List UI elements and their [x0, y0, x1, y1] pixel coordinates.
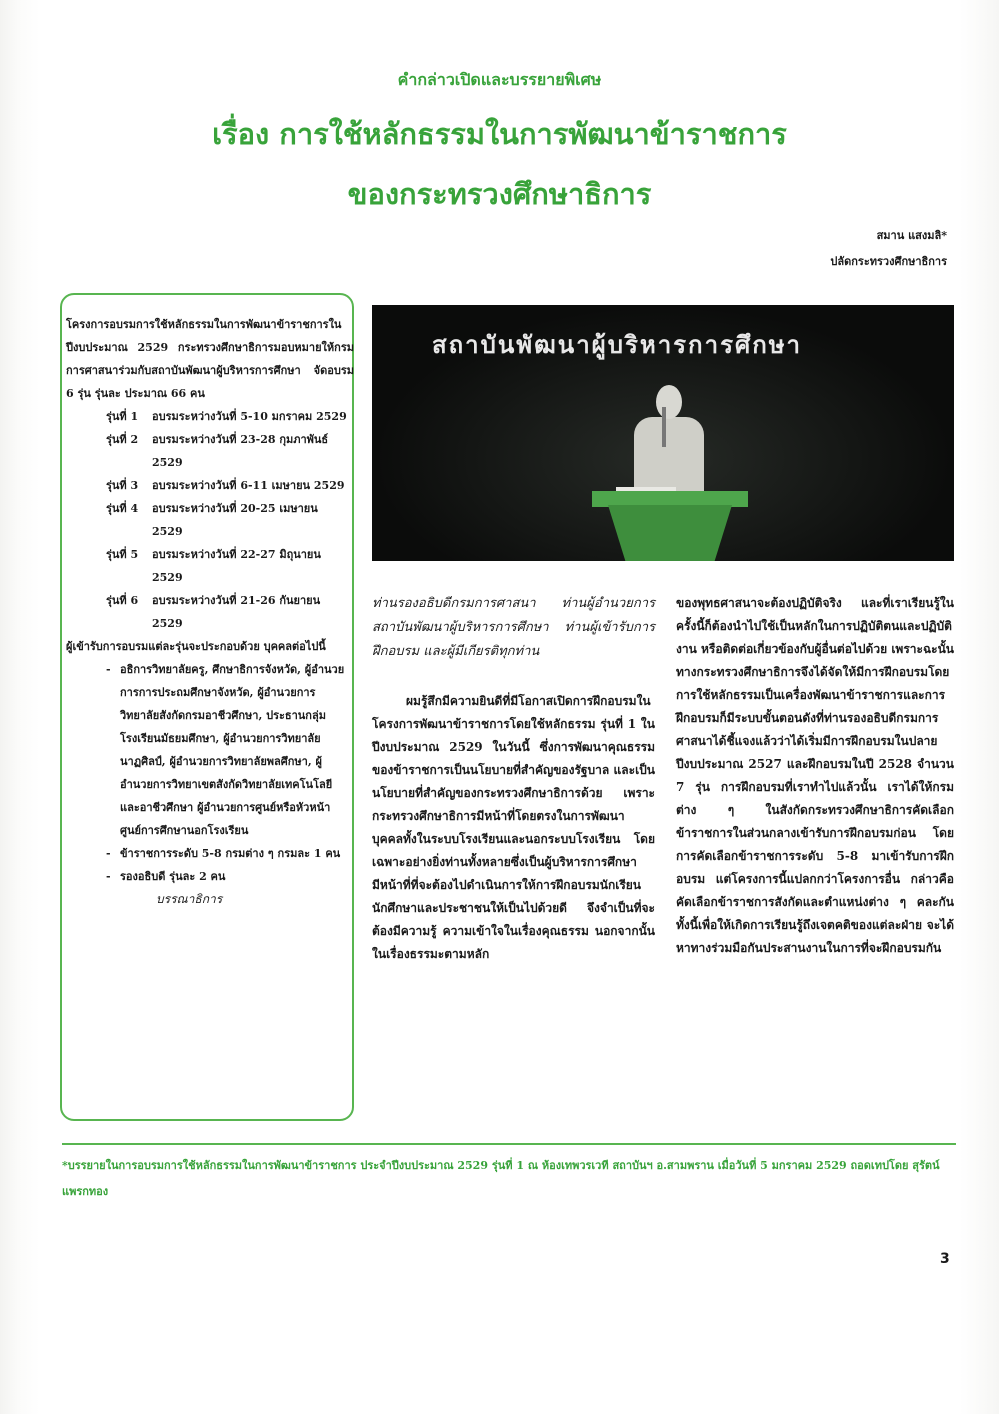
footnote: *บรรยายในการอบรมการใช้หลักธรรมในการพัฒนาข้าราชการ ประจำปีงบประมาณ 2529 รุ่นที่ 1 ณ ห้องเทพวรเวที สถาบันฯ อ.สามพราน เมื่อวันที่ 5 มกราคม 2529 ถอดเทปโดย สุรัตน์ แพรกทอง [62, 1159, 940, 1198]
generation-dates: อบรมระหว่างวันที่ 20-25 เมษายน 2529 [152, 502, 318, 538]
generation-row [106, 405, 354, 428]
generation-label: รุ่นที่ 5 [106, 548, 139, 561]
dash-bullet-icon: - [106, 870, 111, 883]
participant-text: ข้าราชการระดับ 5-8 กรมต่าง ๆ กรมละ 1 คน [120, 847, 341, 860]
generation-row [106, 497, 354, 543]
generation-label: รุ่นที่ 3 [106, 479, 139, 492]
program-info-box [60, 293, 354, 1121]
speaker-head [656, 385, 682, 419]
program-info-content [66, 313, 354, 911]
speaker-figure [634, 417, 704, 497]
participants-intro: ผู้เข้ารับการอบรมแต่ละรุ่นจะประกอบด้วย บุคคลต่อไปนี้ [66, 640, 326, 653]
generation-label: รุ่นที่ 1 [106, 410, 139, 423]
generation-label: รุ่นที่ 4 [106, 502, 139, 515]
generation-dates: อบรมระหว่างวันที่ 21-26 กันยายน 2529 [152, 594, 321, 630]
article-title-line-1: เรื่อง การใช้หลักธรรมในการพัฒนาข้าราชการ [212, 117, 787, 151]
participant-item [106, 842, 354, 865]
podium-top [592, 491, 748, 507]
body-column-left [372, 592, 655, 966]
author-name: สมาน แสงมลิ* [876, 229, 947, 242]
page-number: 3 [940, 1251, 950, 1267]
generation-row [106, 428, 354, 474]
dash-bullet-icon: - [106, 847, 111, 860]
salutation: ท่านรองอธิบดีกรมการศาสนา ท่านผู้อำนวยการสถาบันพัฒนาผู้บริหารการศึกษา ท่านผู้เข้ารับการฝึกอบรม และผู้มีเกียรติทุกท่าน [372, 596, 655, 659]
article-title-line-2: ของกระทรวงศึกษาธิการ [347, 177, 652, 211]
author-block [830, 223, 947, 275]
dash-bullet-icon: - [106, 663, 111, 676]
participant-item [106, 865, 354, 888]
editor-signature: บรรณาธิการ [156, 892, 223, 906]
podium [608, 505, 732, 561]
footnote-divider [62, 1143, 956, 1145]
generation-label: รุ่นที่ 2 [106, 433, 139, 446]
body-column-right [676, 592, 954, 960]
generation-label: รุ่นที่ 6 [106, 594, 139, 607]
participant-item [106, 658, 354, 842]
generation-row [106, 589, 354, 635]
participant-text: อธิการวิทยาลัยครู, ศึกษาธิการจังหวัด, ผู้อำนวยการการประถมศึกษาจังหวัด, ผู้อำนวยการวิทยาลัยสังกัดกรมอาชีวศึกษา, ประธานกลุ่มโรงเรียนมัธยมศึกษา, ผู้อำนวยการวิทยาลัยนาฏศิลป์, ผู้อำนวยการวิทยาลัยพลศึกษา, ผู้อำนวยการวิทยาเขตสังกัดวิทยาลัยเทคโนโลยีและอาชีวศึกษา ผู้อำนวยการศูนย์หรือหัวหน้าศูนย์การศึกษานอกโรงเรียน [120, 663, 345, 837]
generation-row [106, 474, 354, 497]
generation-dates: อบรมระหว่างวันที่ 6-11 เมษายน 2529 [152, 479, 345, 492]
microphone-icon [662, 407, 666, 447]
author-position: ปลัดกระทรวงศึกษาธิการ [830, 255, 947, 268]
generation-dates: อบรมระหว่างวันที่ 23-28 กุมภาพันธ์ 2529 [152, 433, 329, 469]
generation-row [106, 543, 354, 589]
body-paragraph: ผมรู้สึกมีความยินดีที่มีโอกาสเปิดการฝึกอบรมในโครงการพัฒนาข้าราชการโดยใช้หลักธรรม รุ่นที่ 1 ในปีงบประมาณ 2529 ในวันนี้ ซึ่งการพัฒนาคุณธรรมของข้าราชการเป็นนโยบายที่สำคัญของรัฐบาล และเป็นนโยบายที่สำคัญของกระทรวงศึกษาธิการด้วย เพราะกระทรวงศึกษาธิการมีหน้าที่โดยตรงในการพัฒนาบุคคลทั้งในระบบโรงเรียนและนอกระบบโรงเรียน โดยเฉพาะอย่างยิ่งท่านทั้งหลายซึ่งเป็นผู้บริหารการศึกษา มีหน้าที่ที่จะต้องไปดำเนินการให้การฝึกอบรมนักเรียนนักศึกษาและประชาชนให้เป็นไปด้วยดี จึงจำเป็นที่จะต้องมีความรู้ ความเข้าใจในเรื่องคุณธรรม นอกจากนั้นในเรื่องธรรมะตามหลัก [372, 694, 655, 961]
photo-banner-text: สถาบันพัฒนาผู้บริหารการศึกษา [432, 331, 803, 359]
section-kicker: คำกล่าวเปิดและบรรยายพิเศษ [397, 70, 602, 89]
speaker-photo [372, 305, 954, 561]
generation-dates: อบรมระหว่างวันที่ 5-10 มกราคม 2529 [152, 410, 347, 423]
program-intro: โครงการอบรมการใช้หลักธรรมในการพัฒนาข้าราชการในปีงบประมาณ 2529 กระทรวงศึกษาธิการมอบหมายให้กรมการศาสนาร่วมกับสถาบันพัฒนาผู้บริหารการศึกษา จัดอบรม 6 รุ่น รุ่นละ ประมาณ 66 คน [66, 318, 354, 400]
body-paragraph: ของพุทธศาสนาจะต้องปฏิบัติจริง และที่เราเรียนรู้ในครั้งนี้ก็ต้องนำไปใช้เป็นหลักในการปฏิบัติตนและปฏิบัติงาน หรือติดต่อเกี่ยวข้องกับผู้อื่นต่อไปด้วย เพราะฉะนั้นทางกระทรวงศึกษาธิการจึงได้จัดให้มีการฝึกอบรมโดยการใช้หลักธรรมเป็นเครื่องพัฒนาข้าราชการและการฝึกอบรมก็มีระบบขั้นตอนดังที่ท่านรองอธิบดีกรมการศาสนาได้ชี้แจงแล้วว่าได้เริ่มมีการฝึกอบรมในปลายปีงบประมาณ 2527 และฝึกอบรมในปี 2528 จำนวน 7 รุ่น การฝึกอบรมที่เราทำไปแล้วนั้น เราได้ให้กรมต่าง ๆ ในสังกัดกระทรวงศึกษาธิการคัดเลือกข้าราชการในส่วนกลางเข้ารับการฝึกอบรมก่อน โดยการคัดเลือกข้าราชการระดับ 5-8 มาเข้ารับการฝึกอบรม แต่โครงการนี้แปลกกว่าโครงการอื่น กล่าวคือ คัดเลือกข้าราชการสังกัดและตำแหน่งต่าง ๆ คละกัน ทั้งนี้เพื่อให้เกิดการเรียนรู้ถึงเจตคติของแต่ละฝ่าย จะได้หาทางร่วมมือกันประสานงานในการที่จะฝึกอบรมกัน [676, 596, 954, 955]
participant-text: รองอธิบดี รุ่นละ 2 คน [120, 870, 226, 883]
generation-dates: อบรมระหว่างวันที่ 22-27 มิถุนายน 2529 [152, 548, 321, 584]
